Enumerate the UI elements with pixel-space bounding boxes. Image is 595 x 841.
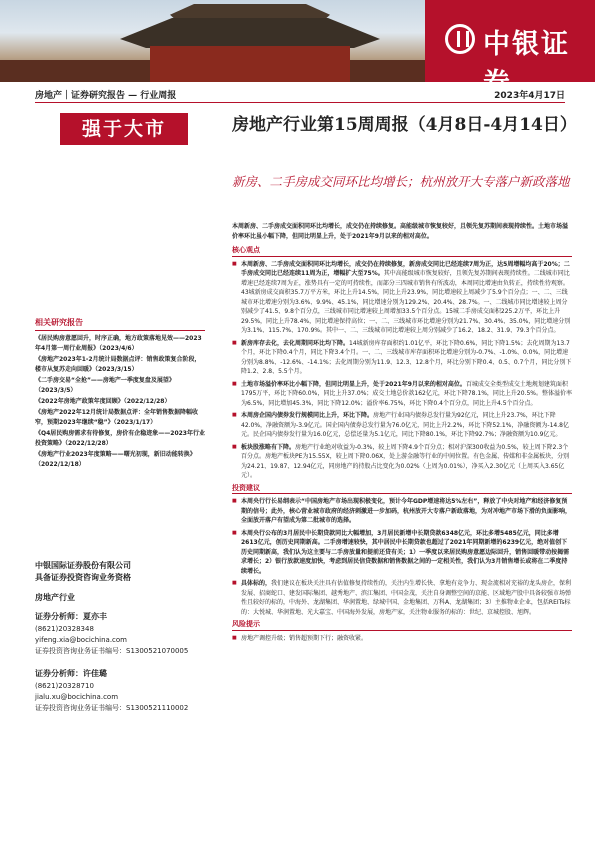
core-point [232,260,572,336]
core-point [232,443,572,481]
brand-logo-text: 中银证券 [483,29,570,99]
core-point-lead: 本周房企国内债券发行规模同比上升，环比下降。 [241,412,374,419]
invest-point [232,579,572,617]
divider [35,330,205,331]
section-heading-core: 核心观点 [232,246,572,257]
sector-label: 房地产行业 [35,593,75,602]
core-point [232,339,572,377]
analyst-cert: 证券投资咨询业务证书编号：S1300521070005 [35,647,189,655]
summary-paragraph: 本周新房、二手房成交面积同环比均增长，成交仍在持续修复。高能级城市恢复较好，且领先复苏期间表现持续性。土地市场溢价率环比虽小幅下降，但同比明显上升，处于2021年9月以来的相对高位。 [232,223,569,240]
related-report-link[interactable]: 《房地产2023年1-2月统计局数据点评：销售政策复合阶段，楼市从复苏走向回暖》（2023/3/15） [35,356,201,373]
invest-point [232,497,572,526]
analyst-name: 证券分析师：许佳璐 [35,669,107,678]
banner-roof-lower [120,18,380,48]
analyst-name: 证券分析师：夏亦丰 [35,612,107,621]
section-heading-risk: 风险提示 [232,620,572,631]
related-report-link[interactable]: 《2022年房地产政策年度回顾》（2022/12/28） [35,398,171,405]
related-report-link[interactable]: 《Q4居民购房需求有待修复，房价有企稳迹象——2023年行业投资策略》（2022/12/28） [35,430,205,447]
analyst-email[interactable]: yifeng.xia@bocichina.com [35,636,127,644]
core-point-text: 房地产行业国内债券总发行量为92亿元，同比上升23.7%，环比下降42.0%，净融资额为-3.9亿元。国企国内债券总发行量为76.0亿元，同比上升2.2%，环比下降52.1%，净融资额为-14.8亿元。民企国内债券发行量为16.0亿元，总偿还量为5.1亿元，同比下降80.1%，环比下降92.7%；净融资额为10.9亿元。 [241,412,569,438]
core-point-text: 其中高能级城市恢复较好，且领先复苏期间表现持续性。二线城市同比增速已经连续7周为正，涨势具有一定的可持续性，而部分三四城市销售有所波动，本周同比增速由负转正，持续性待观察。43城新房成交面积35.7万平方米，环比上升14.5%，同比上升23.9%，同比增速较上周减少了5.9个百分点；一、二、三线城市环比增速分别为3.6%、9.9%、45.1%，同比增速分别为129.2%、20.4%、28.7%。一、二线城市同比增速较上周分别减少了41.5、9.8个百分点，三线城市同比增速较上周增加33.5个百分点。15城二手房成交面积225.2万平，环比上升29.5%，同比上升78.4%，同比增速保持高位；一、二、三线城市环比增速分别为21.7%、30.4%、35.0%，同比增速分别为3.1%、115.7%、170.9%。其中一、二、三线城市同比增速较上周分别减少了16.2、18.2、31.9、79.3个百分点。 [241,270,571,334]
invest-point-lead: 本周央行公布的3月居民中长期贷款同比大幅增加，3月居民新增中长期贷款6348亿元，环比多增5485亿元，同比多增2613亿元，创历史同期新高。二手房增速较快，其中居民中长期贷款也超过了2021年同期新增的6239亿元，绝对值创下历史同期新高，我们认为这主要与二手房放量和提前还贷有关；1）一季度以来居民购房意愿边际回升，销售回暖带动按揭需求增长；2）银行放款速度加快，考虑到居民信贷数据和销售数据之间的一定相关性，我们认为3月销售增长或将在二季度持续增长。 [241,529,570,575]
related-report-link[interactable]: 《居民购房意愿回升，时序正确，地方政策落地见效——2023年4月第一周行业周报》（2023/4/6） [35,335,202,352]
company-info: 中银国际证券股份有限公司 具备证券投资咨询业务资格 [35,561,131,582]
core-point-text: 房地产行业绝对收益为-0.3%，较上周下降4.9个百分点；相对沪深300收益为0.5%，较上周下降2.3个百分点。房地产板块PE为15.55X，较上周下降0.06X，处上游金融等行业的中间位置。有色金属、传媒和非金属板块，分别为24.21、19.87、12.94亿元，同房地产的持股占比变化为0.02%（上周为0.01%），净买入2.30亿元（上周买入3.65亿元）。 [241,443,570,479]
invest-point [232,529,572,577]
breadcrumb: 房地产｜证券研究报告 — 行业周报 [35,91,177,101]
analyst-card [35,668,215,714]
core-point [232,380,572,409]
rating-badge: 强于大市 [60,113,188,145]
report-body [232,222,572,646]
core-point-text: 14城新房库存面积约1.01亿平，环比下降0.6%，同比下降1.5%；去化周期为13.7个月，环比下降0.4个月，同比下降3.4个月。一、二、三线城市库存面积环比增速分别为-0.7%、-1.0%、0.0%，同比增速分别为8.8%、-12.6%、-14.1%；去化周期分别为11.9、12.3、12.8个月，环比分别下降0.4、0.5、0.7个月，同比分别下降1.2、2.8、5.5个月。 [241,339,572,375]
core-point-lead: 板块股涨略有下降。 [241,443,296,451]
core-point-lead: 新房库存去化，去化周期同环比均下降。 [241,339,350,347]
core-point-lead: 本周新房、二手房成交面积同环比均增长，成交仍在持续修复，新房成交同比已经连续7周为正，达5周增幅均高于20%；二手房成交同比已经连续11周为正，增幅扩大至75%。 [241,260,570,277]
invest-point-text: 我们建议在板块关注具有估值修复持续性的，关注内生增长快、拿地有竞争力、现金流相对充裕的龙头房企，保利发展、招商蛇口、建发国际集团、越秀地产、滨江集团、中国金茂，关注自身调整空间的京能、区域地产股中具备较强市场弹性且较好的标的，中海外、龙湖集团、华润置地、绿城中国、金地集团、万科A、龙湖集团；3）主推物业企业，包括REITs标的：大悦城、华润置地、光大嘉宝、中国海外发展，房地产家，关注物业服务的标的：世纪、京城控股、旭辉。 [241,580,572,616]
breadcrumb-bar [35,84,565,103]
bank-logo-icon [445,24,475,54]
related-reports [35,318,205,471]
analyst-email[interactable]: jialu.xu@bocichina.com [35,693,119,701]
related-reports-heading: 相关研究报告 [35,318,83,327]
core-point [232,411,572,440]
invest-point-lead: 本周央行行长易纲表示“中国房地产市场出现积极变化，预计今年GDP增速将达5%左右”，释放了中央对地产和经济修复预期的信号；此外，核心营业城市政府的经济刺激进一步加码，杭州放开大专落户新政落地，为对冲地产市场下滑的负面影响，全面放开落户有望成为第二批城市的选择。 [241,498,572,524]
page-subtitle: 新房、二手房成交同环比均增长；杭州放开大专落户新政落地 [232,174,570,189]
analyst-phone: (8621)20328348 [35,625,94,633]
invest-point-lead: 具体标的， [241,580,272,587]
related-report-link[interactable]: 《房地产2022年12月统计局数据点评：全年销售数据降幅收窄，预期2023年继续“稳”》（2023/1/17） [35,409,199,426]
analyst-card [35,611,215,657]
related-report-link[interactable]: 《房地产行业2023年度策略——曙光初现，新旧动能转换》（2022/12/18） [35,451,196,468]
risk-point: ■ 房地产调控升级；销售超预期下行；融资收紧。 [232,634,572,644]
analyst-phone: (8621)20328710 [35,682,94,690]
core-point-lead: 土地市场溢价率环比小幅下降，但同比明显上升，处于2021年9月以来的相对高位。 [241,380,466,388]
related-report-link[interactable]: 《二手房交易“全抢”——房地产一季度复盘及展望》（2023/3/5） [35,377,175,394]
analyst-cert: 证券投资咨询业务证书编号：S1300521110002 [35,704,189,712]
section-heading-invest: 投资建议 [232,484,572,495]
banner-red-wall [150,46,350,82]
core-point-text: 百城成交全类型成交土地规划建筑面积1795万平，环比下降60.0%，同比上升37.0%；成交土地总价款162亿元，环比下降78.1%，同比上升20.5%。整体溢价率为6.5%，同比增加45.3%，同比下降12.0%；溢价率6.75%，环比下降0.4个百分点，同比上升4.5个百分点。 [241,380,572,407]
page-title: 房地产行业第15周周报（4月8日-4月14日） [232,115,577,135]
report-date: 2023年4月17日 [494,91,565,101]
